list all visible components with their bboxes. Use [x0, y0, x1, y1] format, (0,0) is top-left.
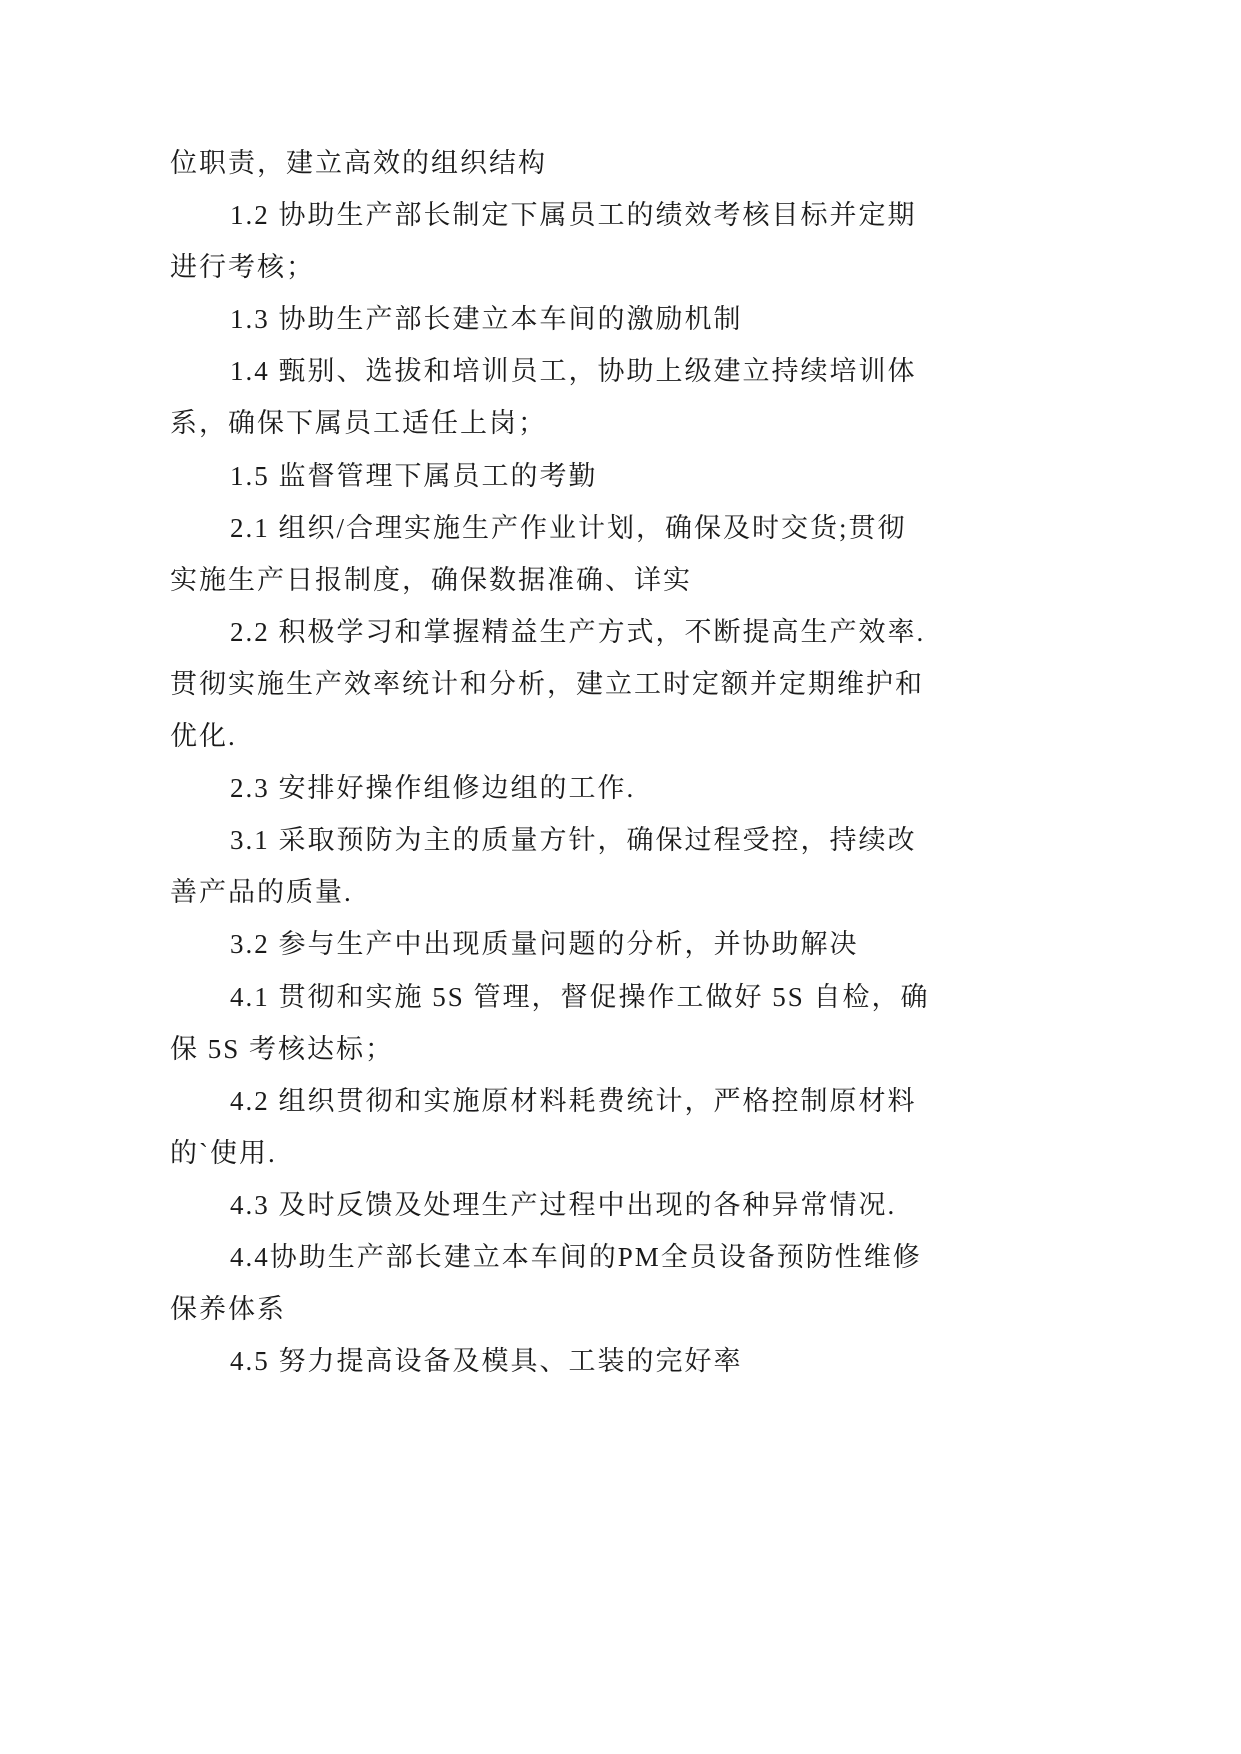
text-line: 1.4 甄别、选拔和培训员工，协助上级建立持续培训体: [230, 356, 917, 387]
text-line: 4.4协助生产部长建立本车间的PM全员设备预防性维修: [230, 1241, 922, 1272]
paragraph: [170, 1231, 970, 1335]
text-line: 位职责，建立高效的组织结构: [170, 148, 547, 178]
paragraph: [170, 971, 970, 1075]
text-line: 3.1 采取预防为主的质量方针，确保过程受控，持续改: [230, 825, 917, 856]
text-line: 4.5 努力提高设备及模具、工装的完好率: [230, 1346, 743, 1377]
text-line: 4.3 及时反馈及处理生产过程中出现的各种异常情况.: [230, 1189, 897, 1220]
text-line: 1.3 协助生产部长建立本车间的激励机制: [230, 304, 743, 335]
text-line: 1.5 监督管理下属员工的考勤: [230, 460, 598, 491]
paragraph: [170, 450, 970, 502]
text-line: 系，确保下属员工适任上岗；: [170, 408, 547, 439]
paragraph: [170, 189, 970, 293]
text-line: 贯彻实施生产效率统计和分析，建立工时定额并定期维护和: [170, 668, 924, 699]
text-line: 保 5S 考核达标；: [170, 1033, 395, 1064]
text-line: 善产品的质量.: [170, 877, 353, 908]
text-line: 3.2 参与生产中出现质量问题的分析，并协助解决: [230, 929, 859, 960]
text-line: 的`使用.: [170, 1137, 277, 1168]
paragraph: [170, 918, 970, 970]
text-line: 进行考核；: [170, 252, 315, 283]
text-line: 4.1 贯彻和实施 5S 管理，督促操作工做好 5S 自检，确: [230, 981, 930, 1012]
paragraph: [170, 1335, 970, 1387]
paragraph: [170, 502, 970, 606]
paragraph: [170, 345, 970, 449]
text-line: 2.1 组织/合理实施生产作业计划，确保及时交货;贯彻: [230, 512, 907, 543]
body-text: [170, 137, 970, 1387]
paragraph: [170, 1179, 970, 1231]
paragraph: [170, 762, 970, 814]
paragraph: [170, 1075, 970, 1179]
paragraph: [170, 137, 970, 189]
text-line: 优化.: [170, 721, 237, 752]
text-line: 保养体系: [170, 1294, 286, 1325]
text-line: 2.2 积极学习和掌握精益生产方式，不断提高生产效率.: [230, 616, 926, 647]
paragraph: [170, 293, 970, 345]
paragraph: [170, 814, 970, 918]
text-line: 1.2 协助生产部长制定下属员工的绩效考核目标并定期: [230, 200, 917, 231]
text-line: 4.2 组织贯彻和实施原材料耗费统计，严格控制原材料: [230, 1085, 917, 1116]
text-line: 实施生产日报制度，确保数据准确、详实: [170, 564, 692, 595]
paragraph: [170, 606, 970, 762]
text-line: 2.3 安排好操作组修边组的工作.: [230, 773, 636, 804]
